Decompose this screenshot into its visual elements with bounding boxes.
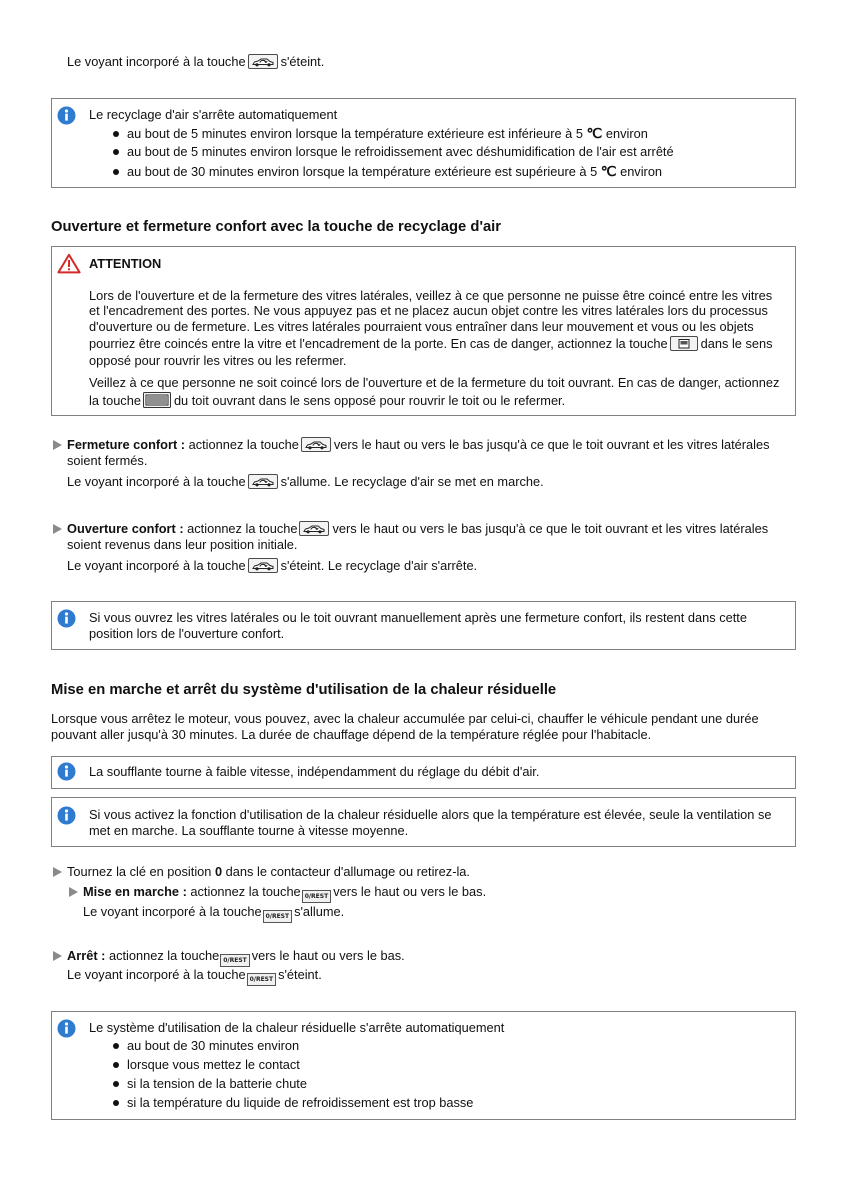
warning-text-line: opposé pour rouvrir les vitres ou les refermer. bbox=[89, 353, 347, 368]
info-title: Le système d'utilisation de la chaleur résiduelle s'arrête automatiquement bbox=[89, 1020, 505, 1035]
warning-text-segment: dans le sens bbox=[700, 336, 773, 351]
step-text: actionnez la touche bbox=[188, 437, 299, 452]
warning-text-line: Veillez à ce que personne ne soit coincé lors de l'ouverture et de la fermeture du toit ouvrant. En cas de danger, actionnez bbox=[89, 375, 780, 390]
step-label: Fermeture confort : bbox=[67, 437, 186, 452]
warning-text-line: Lors de l'ouverture et de la fermeture des vitres latérales, veillez à ce que personne ne puisse être coincé entre les vitres bbox=[89, 288, 773, 303]
temperature-unit: ℃ bbox=[586, 125, 603, 141]
step-arrow-icon bbox=[69, 887, 78, 897]
info-text-line: met en marche. La soufflante tourne à vitesse moyenne. bbox=[89, 823, 409, 838]
result-text: Le voyant incorporé à la touche bbox=[67, 558, 246, 573]
step-arrow-icon bbox=[53, 524, 62, 534]
result-text: Le voyant incorporé à la touche bbox=[67, 474, 246, 489]
sunroof-switch-icon bbox=[143, 392, 171, 408]
warning-text-segment: pourriez être coincés entre la vitre et l'encadrement de la porte. En cas de danger, actionnez la touche bbox=[89, 336, 668, 351]
step-text: vers le haut ou vers le bas jusqu'à ce que le toit ouvrant et les vitres latérales bbox=[333, 437, 770, 452]
step-result bbox=[67, 474, 544, 490]
list-item-text: au bout de 30 minutes environ bbox=[127, 1038, 300, 1053]
warning-text-segment: la touche bbox=[89, 393, 141, 408]
info-title: Le recyclage d'air s'arrête automatiquement bbox=[89, 107, 338, 122]
switch-off-step bbox=[53, 948, 405, 967]
step-arrow-icon bbox=[53, 440, 62, 450]
list-item bbox=[113, 144, 674, 160]
warning-text-segment: du toit ouvrant dans le sens opposé pour rouvrir le toit ou le refermer. bbox=[173, 393, 566, 408]
list-item bbox=[113, 1057, 300, 1073]
info-icon bbox=[57, 806, 76, 825]
info-box-auto-off bbox=[51, 1011, 796, 1120]
list-item-text: au bout de 5 minutes environ lorsque la température extérieure est inférieure à 5 bbox=[127, 126, 583, 141]
step-text: Tournez la clé en position bbox=[67, 864, 212, 879]
step-text: dans le contacteur d'allumage ou retirez-la. bbox=[225, 864, 470, 879]
indicator-off-line bbox=[67, 54, 324, 70]
warning-title: ATTENTION bbox=[89, 256, 162, 271]
bullet-icon bbox=[113, 131, 119, 137]
warning-text-line: et l'encadrement des portes. Ne vous appuyez pas et ne placez aucun objet contre les vitres latérales lors du processus bbox=[89, 303, 768, 318]
step-text: vers le haut ou vers le bas. bbox=[333, 884, 487, 899]
list-item-text: au bout de 5 minutes environ lorsque le refroidissement avec déshumidification de l'air est arrêté bbox=[127, 144, 674, 159]
info-box-recirculation bbox=[51, 98, 796, 188]
step-text-continuation: soient revenus dans leur position initiale. bbox=[67, 537, 298, 552]
list-item-suffix: environ bbox=[620, 164, 663, 179]
residual-heat-key-icon: 0/REST bbox=[220, 954, 250, 967]
info-icon bbox=[57, 1019, 76, 1038]
warning-text-line bbox=[89, 336, 773, 352]
residual-heat-key-icon: 0/REST bbox=[263, 910, 293, 923]
info-box-high-temperature bbox=[51, 797, 796, 847]
step-text: actionnez la touche bbox=[108, 948, 220, 963]
info-text-line: position lors de l'ouverture confort. bbox=[89, 626, 285, 641]
info-text-line: Si vous ouvrez les vitres latérales ou le toit ouvrant manuellement après une fermeture confort, ils restent dans cette bbox=[89, 610, 747, 625]
bullet-icon bbox=[113, 1062, 119, 1068]
indicator-text: Le voyant incorporé à la touche bbox=[67, 54, 246, 69]
list-item bbox=[113, 1095, 473, 1111]
side-window-switch-icon bbox=[670, 336, 698, 351]
info-text-line: La soufflante tourne à faible vitesse, indépendamment du réglage du débit d'air. bbox=[89, 764, 540, 779]
step-label: Ouverture confort : bbox=[67, 521, 184, 536]
section-heading-comfort: Ouverture et fermeture confort avec la touche de recyclage d'air bbox=[51, 219, 502, 235]
intro-text-line: pouvant aller jusqu'à 30 minutes. La durée de chauffage dépend de la température réglée pour l'habitacle. bbox=[51, 727, 652, 742]
ignition-key-step bbox=[53, 864, 470, 880]
result-text: s'éteint. Le recyclage d'air s'arrête. bbox=[280, 558, 478, 573]
air-recirculation-key-icon bbox=[301, 437, 331, 452]
bullet-icon bbox=[113, 1100, 119, 1106]
bullet-icon bbox=[113, 1043, 119, 1049]
warning-text-line: d'ouverture ou de fermeture. Les vitres latérales pourraient vous entraîner dans leur mouvement et vous ou les objets bbox=[89, 319, 754, 334]
info-box-comfort-note bbox=[51, 601, 796, 650]
close-comfort-step bbox=[53, 437, 770, 453]
info-box-fan bbox=[51, 756, 796, 789]
temperature-unit: ℃ bbox=[600, 163, 617, 179]
bullet-icon bbox=[113, 149, 119, 155]
result-text: Le voyant incorporé à la touche bbox=[67, 967, 246, 982]
step-text: actionnez la touche bbox=[187, 521, 298, 536]
list-item-suffix: environ bbox=[605, 126, 648, 141]
result-text: s'allume. Le recyclage d'air se met en marche. bbox=[280, 474, 544, 489]
result-text: s'éteint. bbox=[278, 967, 322, 982]
list-item bbox=[113, 1038, 299, 1054]
step-label: Arrêt : bbox=[67, 948, 106, 963]
step-result bbox=[67, 967, 322, 986]
result-text: Le voyant incorporé à la touche bbox=[83, 904, 262, 919]
info-icon bbox=[57, 106, 76, 125]
info-text-line: Si vous activez la fonction d'utilisation de la chaleur résiduelle alors que la température est élevée, seule la ventilation se bbox=[89, 807, 772, 822]
list-item bbox=[113, 125, 648, 142]
residual-heat-key-icon: 0/REST bbox=[247, 973, 277, 986]
residual-heat-key-icon: 0/REST bbox=[302, 890, 332, 903]
list-item-text: au bout de 30 minutes environ lorsque la température extérieure est supérieure à 5 bbox=[127, 164, 598, 179]
result-text: s'allume. bbox=[294, 904, 345, 919]
section-heading-residual-heat: Mise en marche et arrêt du système d'utilisation de la chaleur résiduelle bbox=[51, 682, 557, 698]
bullet-icon bbox=[113, 169, 119, 175]
key-position: 0 bbox=[214, 864, 223, 879]
switch-on-step bbox=[69, 884, 486, 903]
indicator-status-text: s'éteint. bbox=[280, 54, 325, 69]
intro-text-line: Lorsque vous arrêtez le moteur, vous pouvez, avec la chaleur accumulée par celui-ci, chauffer le véhicule pendant une durée bbox=[51, 711, 759, 726]
list-item bbox=[113, 163, 662, 180]
list-item-text: si la tension de la batterie chute bbox=[127, 1076, 307, 1091]
info-icon bbox=[57, 762, 76, 781]
list-item-text: lorsque vous mettez le contact bbox=[127, 1057, 300, 1072]
step-text: vers le haut ou vers le bas jusqu'à ce que le toit ouvrant et les vitres latérales bbox=[332, 521, 769, 536]
air-recirculation-key-icon bbox=[248, 558, 278, 573]
step-label: Mise en marche : bbox=[83, 884, 187, 899]
air-recirculation-key-icon bbox=[248, 474, 278, 489]
air-recirculation-key-icon bbox=[248, 54, 278, 69]
air-recirculation-key-icon bbox=[299, 521, 329, 536]
warning-triangle-icon bbox=[57, 253, 81, 274]
step-arrow-icon bbox=[53, 867, 62, 877]
step-text: actionnez la touche bbox=[190, 884, 301, 899]
open-comfort-step bbox=[53, 521, 768, 537]
list-item-text: si la température du liquide de refroidissement est trop basse bbox=[127, 1095, 474, 1110]
list-item bbox=[113, 1076, 307, 1092]
step-arrow-icon bbox=[53, 951, 62, 961]
step-text-continuation: soient fermés. bbox=[67, 453, 148, 468]
step-result bbox=[67, 558, 477, 574]
step-result bbox=[83, 904, 344, 923]
step-text: vers le haut ou vers le bas. bbox=[251, 948, 405, 963]
warning-box bbox=[51, 246, 796, 416]
bullet-icon bbox=[113, 1081, 119, 1087]
warning-text-line bbox=[89, 392, 565, 409]
info-icon bbox=[57, 609, 76, 628]
